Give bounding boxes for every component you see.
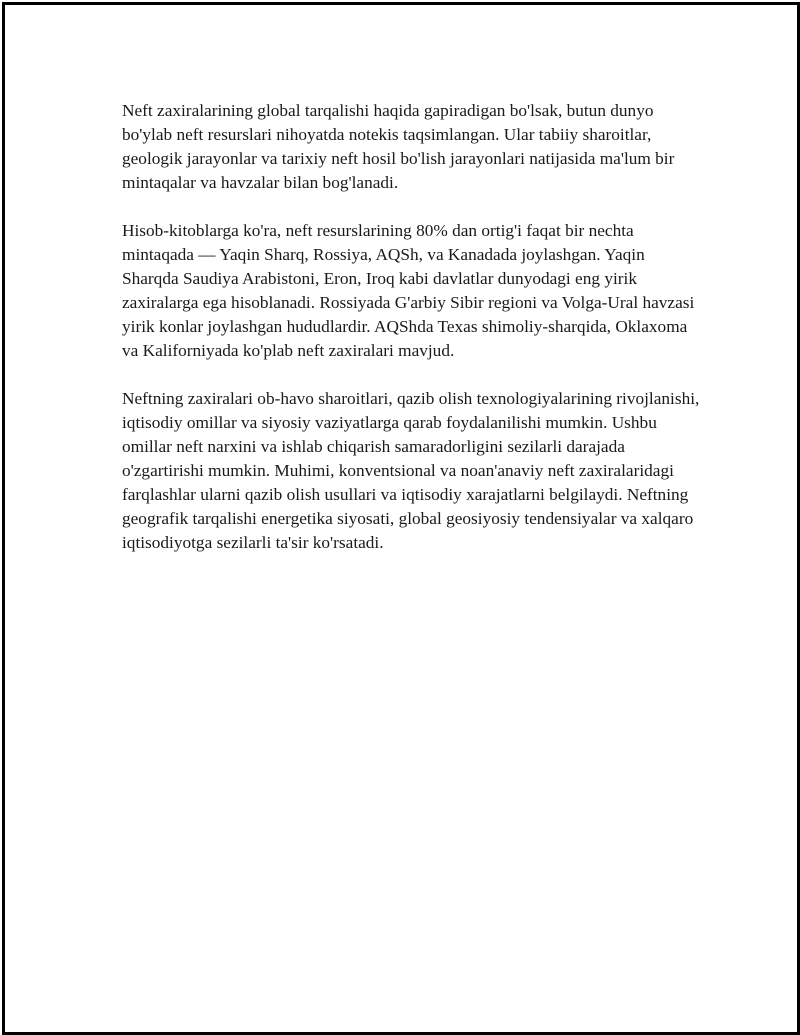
document-page	[2, 2, 800, 1035]
paragraph-2: Hisob-kitoblarga ko'ra, neft resurslarining 80% dan ortig'i faqat bir nechta mintaqada — Yaqin Sharq, Rossiya, AQSh, va Kanadada joylashgan. Yaqin Sharqda Saudiya Arabistoni, Eron, Iroq kabi davlatlar dunyodagi eng yirik zaxiralarga ega hisoblanadi. Rossiyada G'arbiy Sibir regioni va Volga-Ural havzasi yirik konlar joylashgan hududlardir. AQShda Texas shimoliy-sharqida, Oklaxoma va Kaliforniyada ko'plab neft zaxiralari mavjud.	[122, 221, 695, 360]
paragraph-1: Neft zaxiralarining global tarqalishi haqida gapiradigan bo'lsak, butun dunyo bo'ylab neft resurslari nihoyatda notekis taqsimlangan. Ular tabiiy sharoitlar, geologik jarayonlar va tarixiy neft hosil bo'lish jarayonlari natijasida ma'lum bir mintaqalar va havzalar bilan bog'lanadi.	[122, 101, 675, 192]
document-body	[122, 99, 702, 579]
paragraph-3: Neftning zaxiralari ob-havo sharoitlari, qazib olish texnologiyalarining rivojlanishi, iqtisodiy omillar va siyosiy vaziyatlarga qarab foydalanilishi mumkin. Ushbu omillar neft narxini va ishlab chiqarish samaradorligini sezilarli darajada o'zgartirishi mumkin. Muhimi, konventsional va noan'anaviy neft zaxiralaridagi farqlashlar ularni qazib olish usullari va iqtisodiy xarajatlarni belgilaydi. Neftning geografik tarqalishi energetika siyosati, global geosiyosiy tendensiyalar va xalqaro iqtisodiyotga sezilarli ta'sir ko'rsatadi.	[122, 389, 700, 552]
